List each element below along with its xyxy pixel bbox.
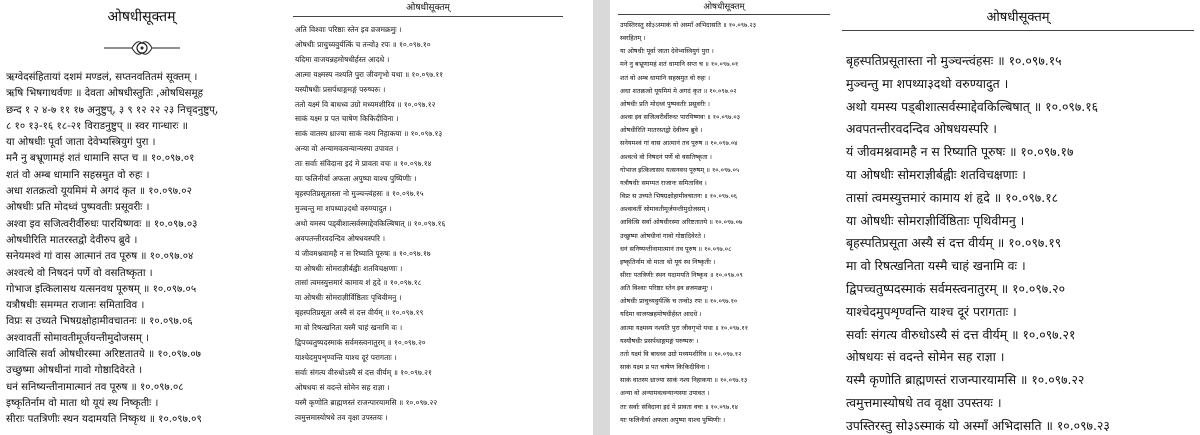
page-c-header: ओषधीसूक्तम् <box>618 0 830 15</box>
text-line: बृहस्पतिप्रसूता अस्यै सं दत्त वीर्यम् ॥ १०.०९७.१९ <box>846 235 1062 251</box>
text-line: अश्वत्थे वो निषदनं पर्णे वो वसतिष्कृता । <box>6 267 153 279</box>
text-line: द्विपच्चतुष्पदस्माकं सर्वमस्त्वनातुरम् ॥ १०.०९७.२० <box>846 280 1066 296</box>
text-line: अन्या वो अन्यामवत्वन्यान्यस्या उपावत । <box>620 389 710 398</box>
text-line: आवित्सि सर्वा ओषधीरस्मा अरिष्टतातये ॥ १०.०९७.०७ <box>6 349 201 361</box>
text-line: यस्यौषधीः प्रसर्पथाङ्गमङ्गं परुष्परुः । <box>295 84 386 94</box>
text-line: शतं वो अम्ब धामानि सहस्रमुत वो रुहः । <box>6 169 150 181</box>
text-line: अश्वा इव सजित्वरीर्वीरुधः पारयिष्णवः ॥ १०.०९७.०३ <box>620 113 741 122</box>
text-line: ऋषि भिषगाथर्वणः ॥ देवता ओषधीस्तुतिः ,ओषधिसमूह <box>6 88 204 100</box>
text-line: उच्छुष्मा ओषधीनां गावो गोष्ठादिवेरते । <box>6 365 143 377</box>
page-c <box>610 0 842 435</box>
text-line: सनेयमश्वं गां वास आत्मानं तव पूरुष ॥ १०.०९७.०४ <box>620 139 738 148</box>
text-line: ततो यक्ष्मं वि बाधध्व उग्रो मध्यमशीरिव ॥ १०.०९७.१२ <box>620 349 742 358</box>
text-line: अश्वावतीं सोमावतीमूर्जयन्तीमुदोजसम् । <box>6 332 150 344</box>
text-line: मुञ्चन्तु मा शपथ्या३दथो वरुण्यादुत । <box>846 75 1009 91</box>
text-line: ओषधीरिति मातरस्तद्वो देवीरुप ब्रुवे । <box>6 234 138 246</box>
text-line: बृहस्पतिप्रसूतास्ता नो मुञ्चन्त्वंहसः ॥ १०.०९७.१५ <box>295 188 424 198</box>
text-line: तासां त्वमस्युत्तमारं कामाय शं हृदे ॥ १०.०९७.१८ <box>295 278 422 288</box>
text-line: साकं वातस्य ध्राज्या साकं नश्य निहाकया ॥ १०.०९७.१३ <box>295 129 443 139</box>
text-line: ओषधयः सं वदन्ते सोमेन सह राज्ञा । <box>295 382 390 392</box>
text-line: अश्वत्थे वो निषदनं पर्णे वो वसतिष्कृता । <box>620 152 712 161</box>
text-line: अति विश्वाः परिष्ठाः स्तेन इव व्रजमक्रमुः । <box>620 284 713 293</box>
text-line: यं जीवमश्नवामहै न स रिष्याति पूरुषः ॥ १०.०९७.१७ <box>846 144 1074 160</box>
text-line: ततो यक्ष्मं वि बाधध्व उग्रो मध्यमशीरिव ॥ १०.०९७.१२ <box>295 99 436 109</box>
text-line: अति विश्वाः परिष्ठाः स्तेन इव व्रजमक्रमुः । <box>295 25 402 34</box>
page-a-text <box>6 70 283 429</box>
text-line: बृहस्पतिप्रसूता अस्यै सं दत्त वीर्यम् ॥ १०.०९७.१९ <box>295 308 424 318</box>
page-c-text <box>620 19 842 427</box>
text-line: याश्चेदमुपशृण्वन्ति याश्च दूरं परागताः । <box>295 352 397 362</box>
text-line: ओषधीः प्राचुच्यवुर्यत्किं च तन्वो३ रपः ॥ १०.०९७.१० <box>620 297 738 306</box>
text-line: सीराः पतत्रिणीः स्थन यदामयति निष्कृथ ॥ १०.०९७.०९ <box>620 270 743 279</box>
page-b <box>283 0 593 435</box>
text-line: इष्कृतिर्नाम वो माता थो यूयं स्थ निष्कृतीः । <box>620 257 716 266</box>
text-line: उपस्तिरस्तु सो३ऽस्माकं यो अस्माँ अभिदासति ॥ १०.०९७.२३ <box>620 21 757 29</box>
text-line: अवपतन्तीरवदन्दिव ओषधयस्परि । <box>295 233 386 243</box>
text-line: साकं यक्ष्म प्र पत चाषेण किकिदीविना । <box>620 363 710 372</box>
text-line: साकं यक्ष्म प्र पत चाषेण किकिदीविना । <box>295 114 399 124</box>
text-line: बृहस्पतिप्रसूतास्ता नो मुञ्चन्त्वंहसः ॥ १०.०९७.१५ <box>846 53 1062 68</box>
text-line: सर्वाः संगत्य वीरुधोऽस्यै सं दत्त वीर्यम् ॥ १०.०९७.२१ <box>846 326 1076 342</box>
text-line: शतं वो अम्ब धामानि सहस्रमुत वो रुहः । <box>620 73 710 82</box>
text-line: ओषधीः प्रति मोदध्वं पुष्पवतीः प्रसूवरीः । <box>6 202 150 214</box>
text-line: ओषधीः प्राचुच्यवुर्यत्किं च तन्वो३ रपः ॥ १०.०९७.१० <box>295 39 431 49</box>
text-line: यत्रौषधीः समग्मत राजानः समिताविव । <box>6 300 145 312</box>
text-line: ताः सर्वाः संविदाना इदं मे प्रावता वचः ॥ १०.०९७.१४ <box>295 159 432 169</box>
page-a-header: ओषधीसूक्तम् <box>107 9 176 25</box>
text-line: यस्मै कृणोति ब्राह्मणस्तं राजन्पारयामसि ॥ १०.०९७.२२ <box>846 372 1085 388</box>
ornament-divider-icon <box>0 32 283 62</box>
text-line: ८ १० १३-१६ १८-२१ विराडनुष्टुप् ॥ स्वर गान्धारः ॥ <box>6 120 188 132</box>
text-line: तासां त्वमस्युत्तमारं कामाय शं हृदे ॥ १०.०९७.१८ <box>846 189 1059 205</box>
text-line: इष्कृतिर्नाम वो माता थो यूयं स्थ निष्कृतीः । <box>6 397 159 409</box>
text-line: धनं सनिष्यन्तीनामात्मानं तव पूरुष ॥ १०.०९७.०८ <box>6 381 184 393</box>
text-line: याः फलिनीर्या अफला अपुष्पा याश्च पुष्पिणीः । <box>295 174 417 184</box>
text-line: त्वमुत्तमास्योषधे तव वृक्षा उपस्तयः । <box>295 412 388 422</box>
text-line: अवपतन्तीरवदन्दिव ओषधयस्परि । <box>846 121 997 137</box>
text-line: गोभाज इत्किलासथ यत्सनवथ पूरुषम् ॥ १०.०९७.०५ <box>6 283 197 295</box>
text-line: यदिमा वाजयन्नहमोषधीर्हस्त आदधे । <box>295 54 390 64</box>
text-line: सनेयमश्वं गां वास आत्मानं तव पूरुष ॥ १०.०९७.०४ <box>6 251 194 263</box>
text-line: ओषधीरिति मातरस्तद्वो देवीरुप ब्रुवे । <box>620 126 703 135</box>
text-line: अथो यमस्य पड्बीशात्सर्वस्माद्देवकिल्बिषात् ॥ १०.०९७.१६ <box>295 218 446 228</box>
text-line: मनै नु बभ्रूणामहं शतं धामानि सप्त च ॥ १०.०९७.०१ <box>6 153 195 165</box>
text-line: छन्द १ २ ४-७ ११ १७ अनुष्टुप्, ३ ९ १२ २२ २३ निचृदनुष्टुप्, <box>6 104 219 116</box>
text-line: गोभाज इत्किलासथ यत्सनवथ पूरुषम् ॥ १०.०९७.०५ <box>620 165 740 174</box>
text-line: यस्मै कृणोति ब्राह्मणस्तं राजन्पारयामसि ॥ १०.०९७.२२ <box>295 397 438 407</box>
text-line: या ओषधीः सोमराज्ञीर्बह्वीः शतविचक्षणाः । <box>295 263 403 273</box>
text-line: आवित्सि सर्वा ओषधीरस्मा अरिष्टतातये ॥ १०.०९७.०७ <box>620 218 743 227</box>
text-line: आत्मा यक्ष्मस्य नश्यति पुरा जीवगृभो यथा ॥ १०.०९७.११ <box>295 69 444 79</box>
text-line: उच्छुष्मा ओषधीनां गावो गोष्ठादिवेरते । <box>620 231 706 240</box>
text-line: अन्या वो अन्यामवत्वन्यान्यस्या उपावत । <box>295 144 399 154</box>
text-line: मने नु बभ्रूणामहं शतं धामानि सप्त च ॥ १०.०९७.०१ <box>620 60 739 69</box>
text-line: सर्वाः संगत्य वीरुधोऽस्यै सं दत्त वीर्यम् ॥ १०.०९७.२१ <box>295 367 432 377</box>
text-line: मा वो रिषत्खनिता यस्मै चाहं खनामि वः । <box>846 258 1026 274</box>
text-line: साकं वातस्य ध्राज्या साकं नश्य निहाकया ॥ १०.०९७.१३ <box>620 376 748 385</box>
page-d-text <box>846 50 1200 435</box>
page-b-text <box>295 23 593 425</box>
text-line: विप्रः स उच्यते भिषग्रक्षोहामीवचातनः ॥ १०.०९७.०६ <box>620 192 738 201</box>
text-line: यं जीवमश्नवामहै न स रिष्याति पूरुषः ॥ १०.०९७.१७ <box>295 248 431 258</box>
text-line: सीराः पतत्रिणीः स्थन यदामयति निष्कृथ ॥ १०.०९७.०९ <box>6 414 202 426</box>
text-line: उपस्तिरस्तु सो३ऽस्माकं यो अस्माँ अभिदासति ॥ १०.०९७.२३ <box>846 417 1110 433</box>
text-line: धनं सनिष्यन्तीनामात्मानं तव पूरुष ॥ १०.०९७.०८ <box>620 244 732 253</box>
text-line: मुञ्चन्तु मा शपथ्या३दथो वरुण्यादुत । <box>295 203 392 213</box>
text-line: या ओषधीः सोमराज्ञीर्विष्ठिताः पृथिवीमनु । <box>846 212 1025 228</box>
text-line: अधा शतक्रत्वो यूयमिमं मे अगदं कृत ॥ १०.०९७.०२ <box>620 86 737 95</box>
text-line: ऋग्वेदसंहितायां दशमं मण्डलं, सप्तनवतितमं सूक्तम् । <box>6 72 198 83</box>
text-line: ताः सर्वाः संविदाना इदं मे प्रावता वचः ॥ १०.०९७.१४ <box>620 402 738 411</box>
page-d-header: ओषधीसूक्तम् <box>842 6 1194 31</box>
text-line: यस्यौषधीः प्रसर्पथाङ्गमङ्गं परुष्परुः । <box>620 336 699 345</box>
text-line: ओषधीः प्रति मोदध्वं पुष्पवतीः प्रसूवरीः । <box>620 99 710 108</box>
text-line: अथो यमस्य पड्बीशात्सर्वस्माद्देवकिल्बिषात् ॥ १०.०९७.१६ <box>846 98 1099 114</box>
text-line: विप्रः स उच्यते भिषग्रक्षोहामीवचातनः ॥ १०.०९७.०६ <box>6 316 193 328</box>
text-line: याः फलिनीर्या अफला अपुष्पा याश्च पुष्पिणीः । <box>620 415 726 424</box>
text-line: अधा शतक्रत्वो यूयमिमं मे अगदं कृत ॥ १०.०९७.०२ <box>6 186 192 198</box>
page-b-header: ओषधीसूक्तम् <box>293 0 563 17</box>
page-d <box>842 0 1200 435</box>
text-line: या ओषधीः पूर्वा जाता देवेभ्यस्त्रियुगं पुरा । <box>620 47 714 56</box>
text-line: स्वरहितम् । <box>620 34 646 43</box>
text-line: या ओषधीः सोमराज्ञीर्बह्वीः शतविचक्षणाः । <box>846 166 1026 182</box>
text-line: मा वो रिषत्खनिता यस्मै चाहं खनामि वः । <box>295 323 403 333</box>
text-line: अश्वा इव सजित्वरीर्वीरुधः पारयिष्णवः ॥ १०.०९७.०३ <box>6 218 198 230</box>
text-line: द्विपच्चतुष्पदस्माकं सर्वमस्त्वनातुरम् ॥ १०.०९७.२० <box>295 338 426 348</box>
text-line: या ओषधीः सोमराज्ञीर्विष्ठिताः पृथिवीमनु । <box>295 293 402 303</box>
text-line: अश्वावतीं सोमावतीमूर्जयन्तीमुदोजसम् । <box>620 205 710 214</box>
text-line: आत्मा यक्ष्मस्य नश्यति पुरा जीवगृभो यथा ॥ १०.०९७.११ <box>620 323 749 332</box>
page-a <box>0 0 283 435</box>
text-line: या ओषधीः पूर्वा जाता देवेभ्यस्त्रियुगं पुरा । <box>6 137 156 149</box>
text-line: यत्रौषधीः समग्मत राजानः समिताविव । <box>620 178 707 187</box>
page-gap <box>593 0 610 435</box>
text-line: त्वमुत्तमास्योषधे तव वृक्षा उपस्तयः । <box>846 394 1002 410</box>
text-line: ओषधयः सं वदन्ते सोमेन सह राज्ञा । <box>846 349 1005 365</box>
text-line: याश्चेदमुपशृण्वन्ति याश्च दूरं परागताः । <box>846 303 1017 319</box>
text-line: यदिमा वाजयन्नहमोषधीर्हस्त आदधे । <box>620 310 702 319</box>
